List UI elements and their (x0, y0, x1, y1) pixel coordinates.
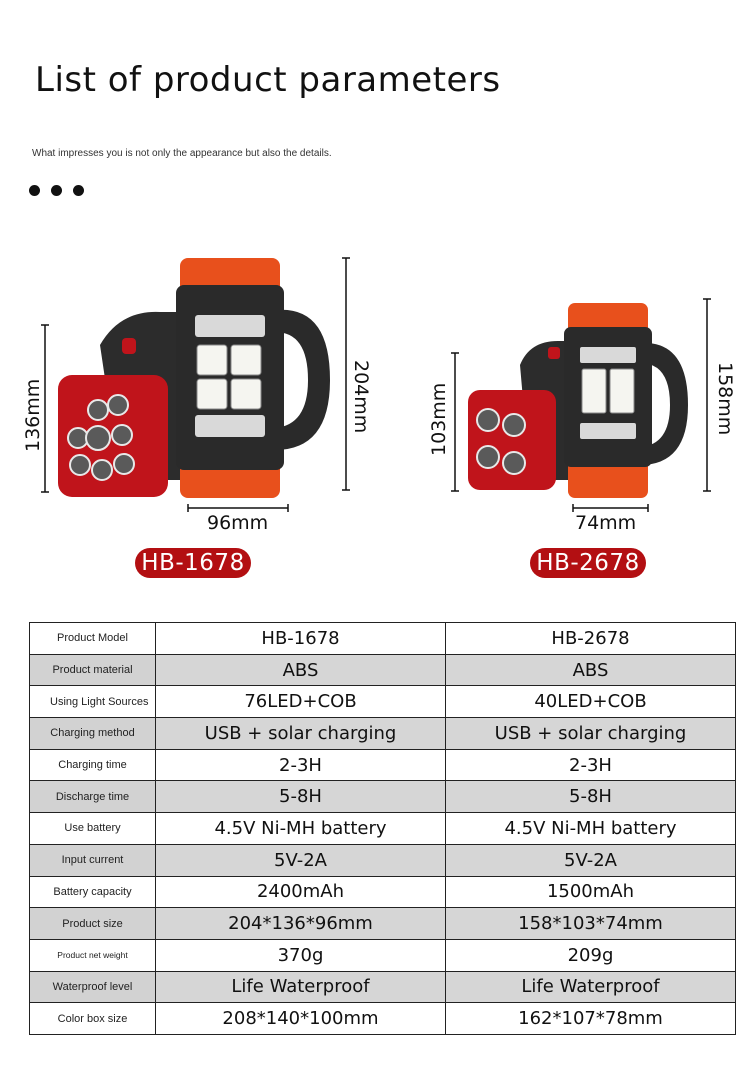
dim-height-hb-1678: 204mm (350, 360, 372, 434)
spec-label: Waterproof level (30, 971, 156, 1003)
model-badge-hb-2678: HB-2678 (530, 548, 646, 578)
page-title: List of product parameters (35, 60, 501, 100)
spec-value: USB + solar charging (156, 718, 446, 750)
spec-value: 4.5V Ni-MH battery (446, 813, 736, 845)
spec-value: 162*107*78mm (446, 1003, 736, 1035)
spec-label: Use battery (30, 813, 156, 845)
spec-label: Product size (30, 908, 156, 940)
spec-value: 2-3H (446, 749, 736, 781)
table-row (30, 686, 736, 718)
spec-label: Product net weight (30, 939, 156, 971)
spec-value: 2400mAh (156, 876, 446, 908)
spec-value: 209g (446, 939, 736, 971)
spec-label: Charging method (30, 718, 156, 750)
spec-value: ABS (156, 654, 446, 686)
spec-value: 5-8H (156, 781, 446, 813)
dim-height-hb-2678: 158mm (714, 362, 736, 436)
spec-label: Color box size (30, 1003, 156, 1035)
dot (73, 185, 84, 196)
table-row (30, 844, 736, 876)
spec-value: ABS (446, 654, 736, 686)
dim-width-hb-1678: 96mm (207, 512, 269, 534)
table-row (30, 813, 736, 845)
table-row (30, 781, 736, 813)
spec-value: 370g (156, 939, 446, 971)
table-row (30, 908, 736, 940)
spec-value: Life Waterproof (156, 971, 446, 1003)
table-row (30, 749, 736, 781)
spec-value: HB-1678 (156, 623, 446, 655)
spec-label: Product Model (30, 623, 156, 655)
model-badge-hb-1678: HB-1678 (135, 548, 251, 578)
spec-table (29, 622, 736, 1035)
spec-label: Input current (30, 844, 156, 876)
spec-label: Product material (30, 654, 156, 686)
spec-value: 204*136*96mm (156, 908, 446, 940)
spec-value: 40LED+COB (446, 686, 736, 718)
spec-value: 208*140*100mm (156, 1003, 446, 1035)
dot (29, 185, 40, 196)
decorative-dots (29, 185, 84, 196)
spec-value: 5V-2A (446, 844, 736, 876)
dim-depth-hb-2678: 103mm (428, 382, 450, 456)
spec-value: 5-8H (446, 781, 736, 813)
table-row (30, 623, 736, 655)
table-row (30, 1003, 736, 1035)
table-row (30, 718, 736, 750)
spec-value: 4.5V Ni-MH battery (156, 813, 446, 845)
dim-width-hb-2678: 74mm (575, 512, 637, 534)
spec-value: Life Waterproof (446, 971, 736, 1003)
product-image-hb-1678 (40, 250, 370, 530)
table-row (30, 939, 736, 971)
table-row (30, 971, 736, 1003)
spec-value: 1500mAh (446, 876, 736, 908)
spec-label: Battery capacity (30, 876, 156, 908)
product-image-hb-2678 (430, 295, 730, 530)
spec-value: USB + solar charging (446, 718, 736, 750)
spec-label: Charging time (30, 749, 156, 781)
page-subtitle: What impresses you is not only the appearance but also the details. (32, 148, 332, 159)
spec-value: HB-2678 (446, 623, 736, 655)
table-row (30, 876, 736, 908)
table-row (30, 654, 736, 686)
spec-label: Discharge time (30, 781, 156, 813)
dot (51, 185, 62, 196)
spec-value: 76LED+COB (156, 686, 446, 718)
spec-value: 5V-2A (156, 844, 446, 876)
spec-label: Using Light Sources (30, 686, 156, 718)
spec-value: 158*103*74mm (446, 908, 736, 940)
dim-depth-hb-1678: 136mm (22, 378, 44, 452)
spec-value: 2-3H (156, 749, 446, 781)
